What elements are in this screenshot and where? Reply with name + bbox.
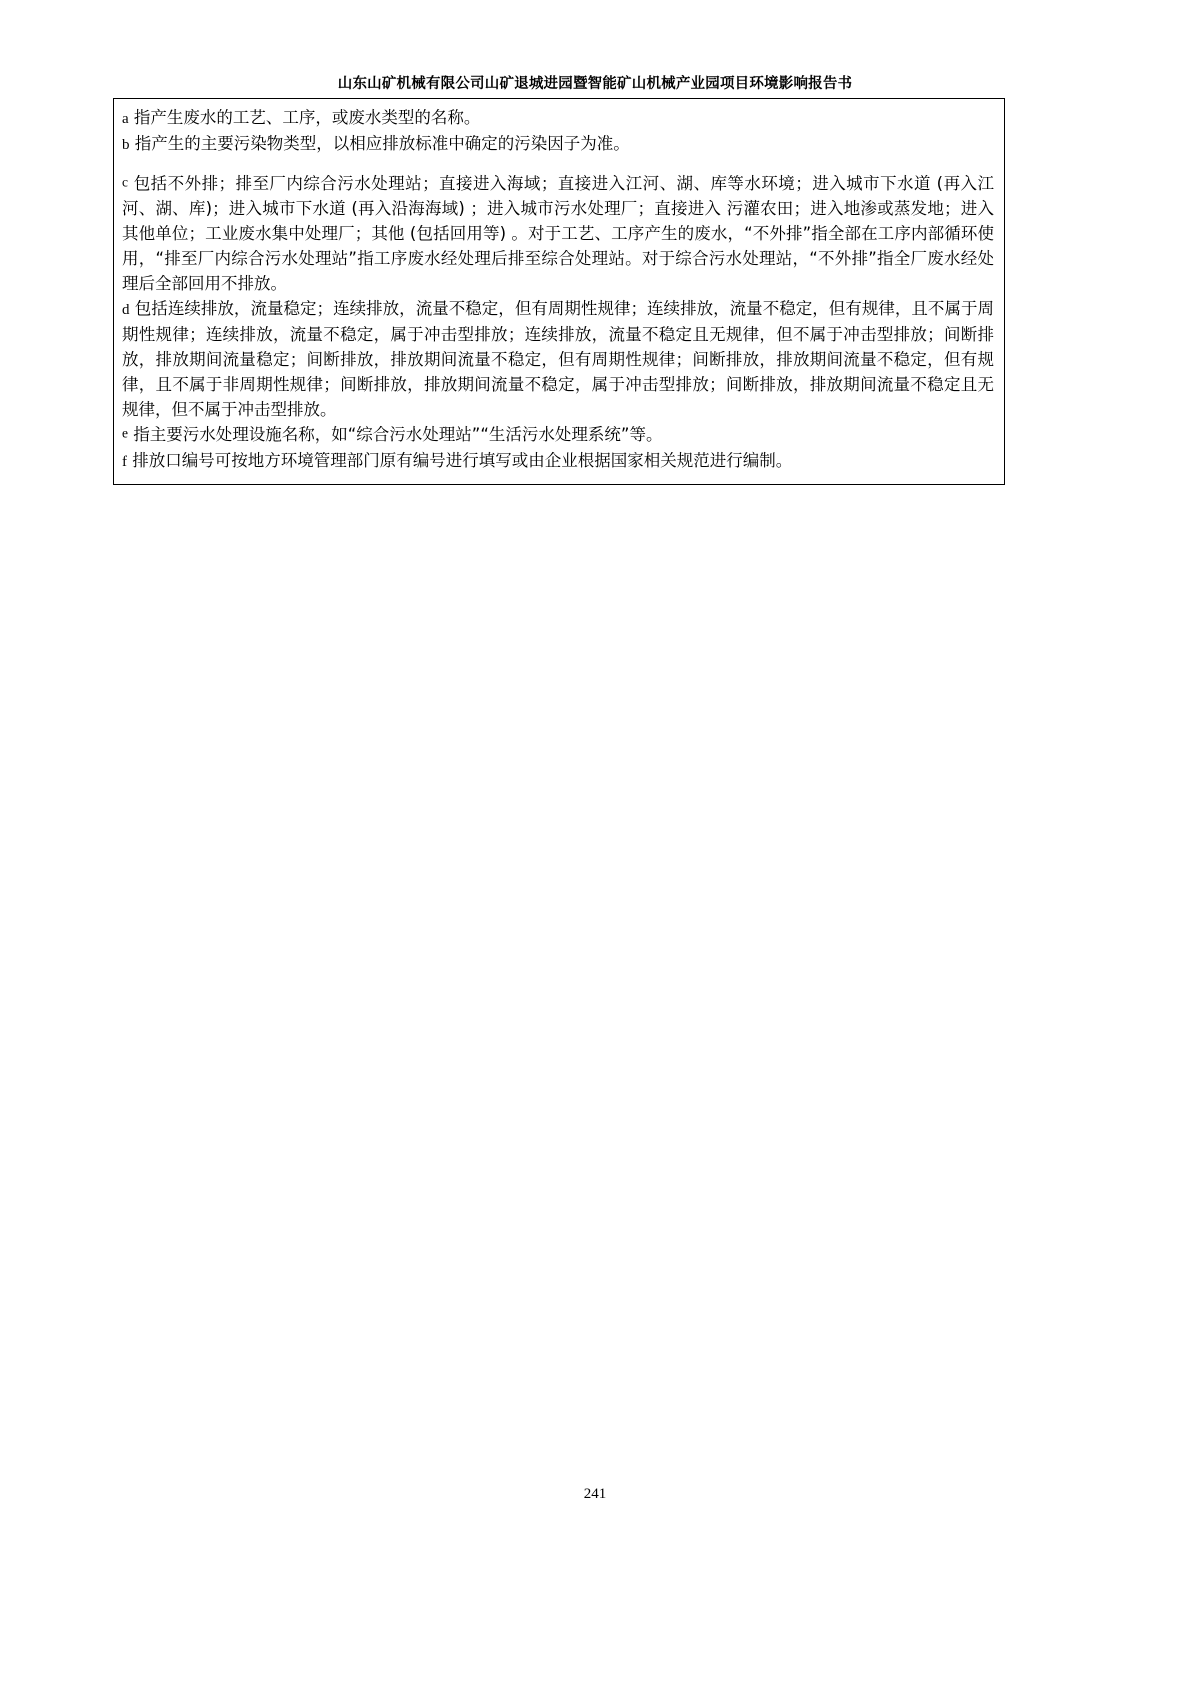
footnote-c <box>122 171 994 296</box>
footnote-marker-c: c <box>122 174 128 189</box>
page-header-title: 山东山矿机械有限公司山矿退城进园暨智能矿山机械产业园项目环境影响报告书 <box>337 76 853 92</box>
footnote-d <box>122 296 994 422</box>
footnote-a <box>122 105 994 131</box>
footnote-text-a: 指产生废水的工艺、工序，或废水类型的名称。 <box>133 108 481 127</box>
footnote-marker-f: f <box>122 453 127 470</box>
footnote-b <box>122 131 994 157</box>
footnote-marker-a: a <box>122 111 129 127</box>
footnote-text-c: 包括不外排；排至厂内综合污水处理站；直接进入海域；直接进入江河、湖、库等水环境；进入城市下水道 (再入江河、湖、库)；进入城市下水道 (再入沿海海域) ；进入城市污水处理厂；直接进入 污灌农田；进入地渗或蒸发地；进入其他单位；工业废水集中处理厂；其他 (包括回用等) 。对于工艺、工序产生的废水，“不外排”指全部在工序内部循环使用，“排至厂内综合污水处理站”指工序废水经处理后排至综合处理站。对于综合污水处理站，“不外排”指全厂废水经处理后全部回用不排放。 <box>122 173 995 293</box>
footnote-text-e: 指主要污水处理设施名称，如“综合污水处理站”“生活污水处理系统”等。 <box>133 425 663 444</box>
footnote-text-d: 包括连续排放，流量稳定；连续排放，流量不稳定，但有周期性规律；连续排放，流量不稳定，但有规律，且不属于周期性规律；连续排放，流量不稳定，属于冲击型排放；连续排放，流量不稳定且无规律，但不属于冲击型排放；间断排放，排放期间流量稳定；间断排放，排放期间流量不稳定，但有周期性规律；间断排放，排放期间流量不稳定，但有规律，且不属于非周期性规律；间断排放，排放期间流量不稳定，属于冲击型排放；间断排放，排放期间流量不稳定且无规律，但不属于冲击型排放。 <box>122 298 995 419</box>
footnote-text-f: 排放口编号可按地方环境管理部门原有编号进行填写或由企业根据国家相关规范进行编制。 <box>132 450 793 470</box>
footnote-f <box>122 448 994 474</box>
footnote-e <box>122 422 994 448</box>
page-number: 241 <box>583 1486 607 1502</box>
footnotes-box <box>113 98 1005 485</box>
footnote-marker-b: b <box>122 137 130 154</box>
footnote-spacer <box>122 158 994 171</box>
footnote-marker-d: d <box>122 301 130 318</box>
footnote-text-b: 指产生的主要污染物类型，以相应排放标准中确定的污染因子为准。 <box>134 134 630 154</box>
footnote-marker-e: e <box>122 425 128 441</box>
